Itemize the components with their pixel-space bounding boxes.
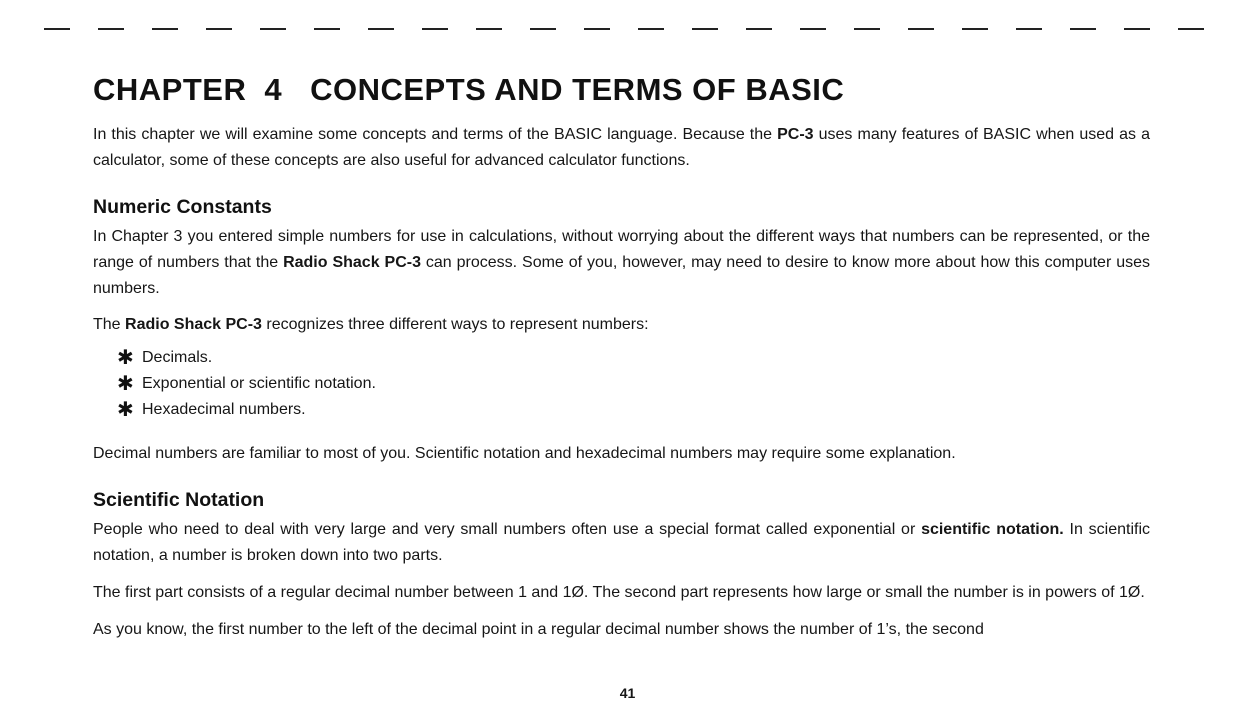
scientific-notation-heading: Scientific Notation (93, 489, 265, 511)
nc-p1-text-1: In Chapter 3 you entered simple numbers for use in calculations, without worrying about the different ways that numbers can be represented, or the range of numbers that the (93, 228, 1150, 271)
asterisk-bullet-icon: ✱ (117, 347, 134, 369)
page-number: 41 (619, 685, 636, 701)
sn-p1-text-1: People who need to deal with very large and very small numbers often use a special format called exponential or (93, 521, 922, 538)
scientific-notation-paragraph-2: The first part consists of a regular decimal number between 1 and 1Ø. The second part represents how large or small the number is in powers of 1Ø. (93, 584, 1145, 601)
nc-p2-text-2: recognizes three different ways to represent numbers: (261, 316, 649, 333)
chapter-heading-text: CONCEPTS AND TERMS OF BASIC (310, 72, 845, 107)
chapter-number: 4 (264, 72, 283, 107)
nc-p1-bold: Radio Shack PC-3 (283, 254, 421, 271)
dashed-top-rule (44, 28, 1204, 30)
numeric-constants-paragraph-2 (93, 312, 1150, 338)
list-item (117, 371, 1150, 397)
list-item-text: Hexadecimal numbers. (142, 401, 306, 418)
chapter-label: CHAPTER (93, 72, 247, 107)
nc-p2-bold: Radio Shack PC-3 (125, 316, 262, 333)
intro-text-1: In this chapter we will examine some concepts and terms of the BASIC language. Because the (93, 126, 778, 143)
intro-text-2: uses many features of BASIC when used as a calculator, some of these concepts are also useful for advanced calculator functions. (93, 126, 1151, 169)
nc-p2-text-1: The (93, 316, 126, 333)
asterisk-bullet-icon: ✱ (117, 373, 134, 395)
list-item-text: Decimals. (142, 349, 213, 366)
numeric-constants-paragraph-1 (93, 224, 1150, 302)
list-item (117, 345, 1150, 371)
numeric-constants-heading: Numeric Constants (93, 196, 272, 218)
asterisk-bullet-icon: ✱ (117, 399, 134, 421)
numeric-constants-paragraph-3: Decimal numbers are familiar to most of you. Scientific notation and hexadecimal numbers may require some explanation. (93, 445, 956, 462)
list-item (117, 397, 1150, 423)
chapter-title (93, 70, 1150, 110)
number-format-list (117, 345, 1150, 423)
intro-bold-pc3: PC-3 (777, 126, 814, 143)
scientific-notation-paragraph-1 (93, 517, 1150, 569)
list-item-text: Exponential or scientific notation. (142, 375, 376, 392)
intro-paragraph (93, 122, 1150, 174)
sn-p1-bold: scientific notation. (921, 521, 1064, 538)
nc-p1-text-2: can process. Some of you, however, may need to desire to know more about how this computer uses numbers. (93, 254, 1151, 297)
page-content (93, 70, 1150, 643)
sn-p1-text-2: In scientific notation, a number is broken down into two parts. (93, 521, 1151, 564)
scientific-notation-paragraph-3: As you know, the first number to the left of the decimal point in a regular decimal number shows the number of 1’s, the second (93, 621, 984, 638)
